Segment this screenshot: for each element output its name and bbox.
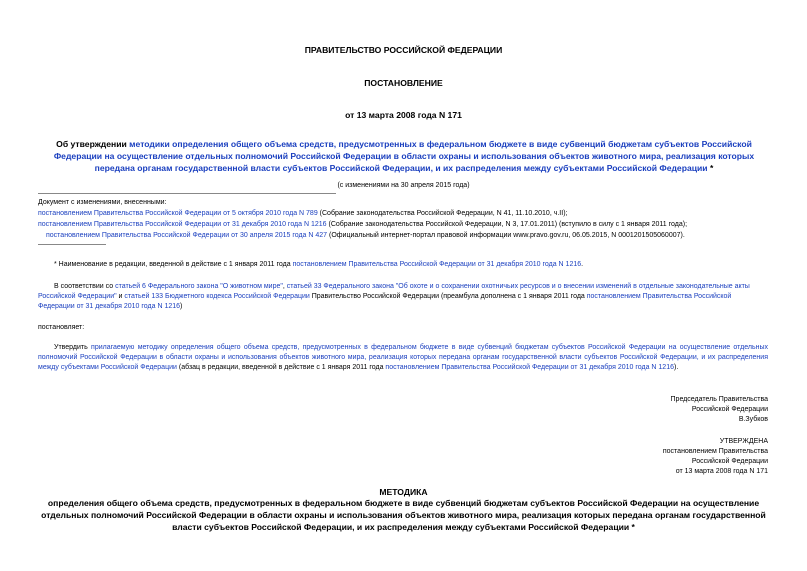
law-link-wildlife[interactable]: статьей 6 Федерального закона "О животном мире" — [115, 283, 283, 290]
amendment-link[interactable]: постановлением Правительства Российской Федерации от 31 декабря 2010 года N 1216 — [385, 364, 674, 371]
change-link[interactable]: постановлением Правительства Российской Федерации от 5 октября 2010 года N 789 — [38, 210, 318, 217]
amendment-link[interactable]: постановлением Правительства Российской Федерации от 31 декабря 2010 года N 1216 — [38, 293, 732, 310]
change-item: постановлением Правительства Российской Федерации от 30 апреля 2015 года N 427 (Официальный интернет-портал правовой информации www.pravo.gov.ru, 06.05.2015, N 0001201505060007). — [46, 232, 685, 239]
preamble-paragraph: В соответствии со статьей 6 Федерального закона "О животном мире", статьей 33 Федерального закона "Об охоте и о сохранении охотничьих ресурсов и о внесении изменений в отдельные законодательные акты Российской Федерации" и статьей 133 Бюджетного кодекса Российской Федерации Правительство Российской Федерации (преамбула дополнена с 1 января 2011 года постановлением Правительства Российской Федерации от 31 декабря 2010 года N 1216) — [38, 283, 750, 310]
document-date-number: от 13 марта 2008 года N 171 — [345, 110, 462, 120]
title-link[interactable]: методики определения общего объема средств, предусмотренных в федеральном бюджете в виде субвенций бюджетам субъектов Российской Федерации на осуществление отдельных полномочий Российской Федерации в области охраны и использования объектов животного мира, реализация которых передана органам государственной власти субъектов Российской Федерации, и их распределения между субъектами Российской Федерации — [53, 139, 755, 173]
approve-paragraph: Утвердить прилагаемую методику определения общего объема средств, предусмотренных в федеральном бюджете в виде субвенций бюджетам субъектов Российской Федерации на осуществление отдельных полномочий Российской Федерации в области охраны и использования объектов животного мира, реализация которых передана органам государственной власти субъектов Российской Федерации, и их распределения между субъектами Российской Федерации (абзац в редакции, введенной в действие с 1 января 2011 года постановлением Правительства Российской Федерации от 31 декабря 2010 года N 1216). — [38, 344, 768, 371]
divider-top — [38, 193, 336, 194]
change-item: постановлением Правительства Российской Федерации от 31 декабря 2010 года N 1216 (Собрание законодательства Российской Федерации, N 3, 17.01.2011) (вступило в силу с 1 января 2011 года); — [38, 221, 688, 228]
methodology-title: определения общего объема средств, предусмотренных в федеральном бюджете в виде субвенций бюджетам субъектов Российской Федерации на осуществление отдельных полномочий Российской Федерации в области охраны и использования объектов животного мира, реализация которых передана органам государственной власти субъектов Российской Федерации, и их распределения между субъектами Российской Федерации * — [41, 498, 766, 532]
signature-block: Председатель Правительства Российской Федерации В.Зубков — [670, 396, 768, 423]
government-header: ПРАВИТЕЛЬСТВО РОССИЙСКОЙ ФЕДЕРАЦИИ — [304, 45, 503, 55]
methodology-link[interactable]: прилагаемую методику определения общего объема средств, предусмотренных в федеральном бюджете в виде субвенций бюджетам субъектов Российской Федерации на осуществление отдельных полномочий Российской Федерации в области охраны и использования объектов животного мира, реализация которых передана органам государственной власти субъектов Российской Федерации, и их распределения между субъектами Российской Федерации — [38, 344, 768, 371]
law-link-hunting[interactable]: статьей 33 Федерального закона "Об охоте и о сохранении охотничьих ресурсов и о внесении изменений в отдельные законодательные акты Российской Федерации" — [38, 283, 750, 300]
amendment-note: (с изменениями на 30 апреля 2015 года) — [337, 182, 470, 189]
footnote: * Наименование в редакции, введенной в действие с 1 января 2011 года постановлением Правительства Российской Федерации от 31 декабря 2010 года N 1216. — [54, 261, 584, 268]
title-suffix: * — [707, 163, 714, 173]
title-prefix: Об утверждении — [56, 139, 130, 149]
footnote-link[interactable]: постановлением Правительства Российской Федерации от 31 декабря 2010 года N 1216 — [292, 261, 582, 268]
document-title — [34, 138, 774, 174]
decrees-word: постановляет: — [38, 324, 85, 331]
changes-intro: Документ с изменениями, внесенными: — [38, 199, 167, 206]
changes-block — [38, 198, 768, 241]
change-link[interactable]: постановлением Правительства Российской Федерации от 30 апреля 2015 года N 427 — [46, 232, 328, 239]
divider-footnote — [38, 244, 106, 245]
change-link[interactable]: постановлением Правительства Российской Федерации от 31 декабря 2010 года N 1216 — [38, 221, 327, 228]
methodology-heading: МЕТОДИКА — [379, 487, 428, 497]
change-item: постановлением Правительства Российской Федерации от 5 октября 2010 года N 789 (Собрание законодательства Российской Федерации, N 41, 11.10.2010, ч.II); — [38, 210, 568, 217]
law-link-budget-code[interactable]: статьей 133 Бюджетного кодекса Российской Федерации — [124, 293, 310, 300]
document-type: ПОСТАНОВЛЕНИЕ — [364, 78, 443, 88]
approved-block: УТВЕРЖДЕНА постановлением Правительства Российской Федерации от 13 марта 2008 года N 171 — [662, 438, 768, 475]
